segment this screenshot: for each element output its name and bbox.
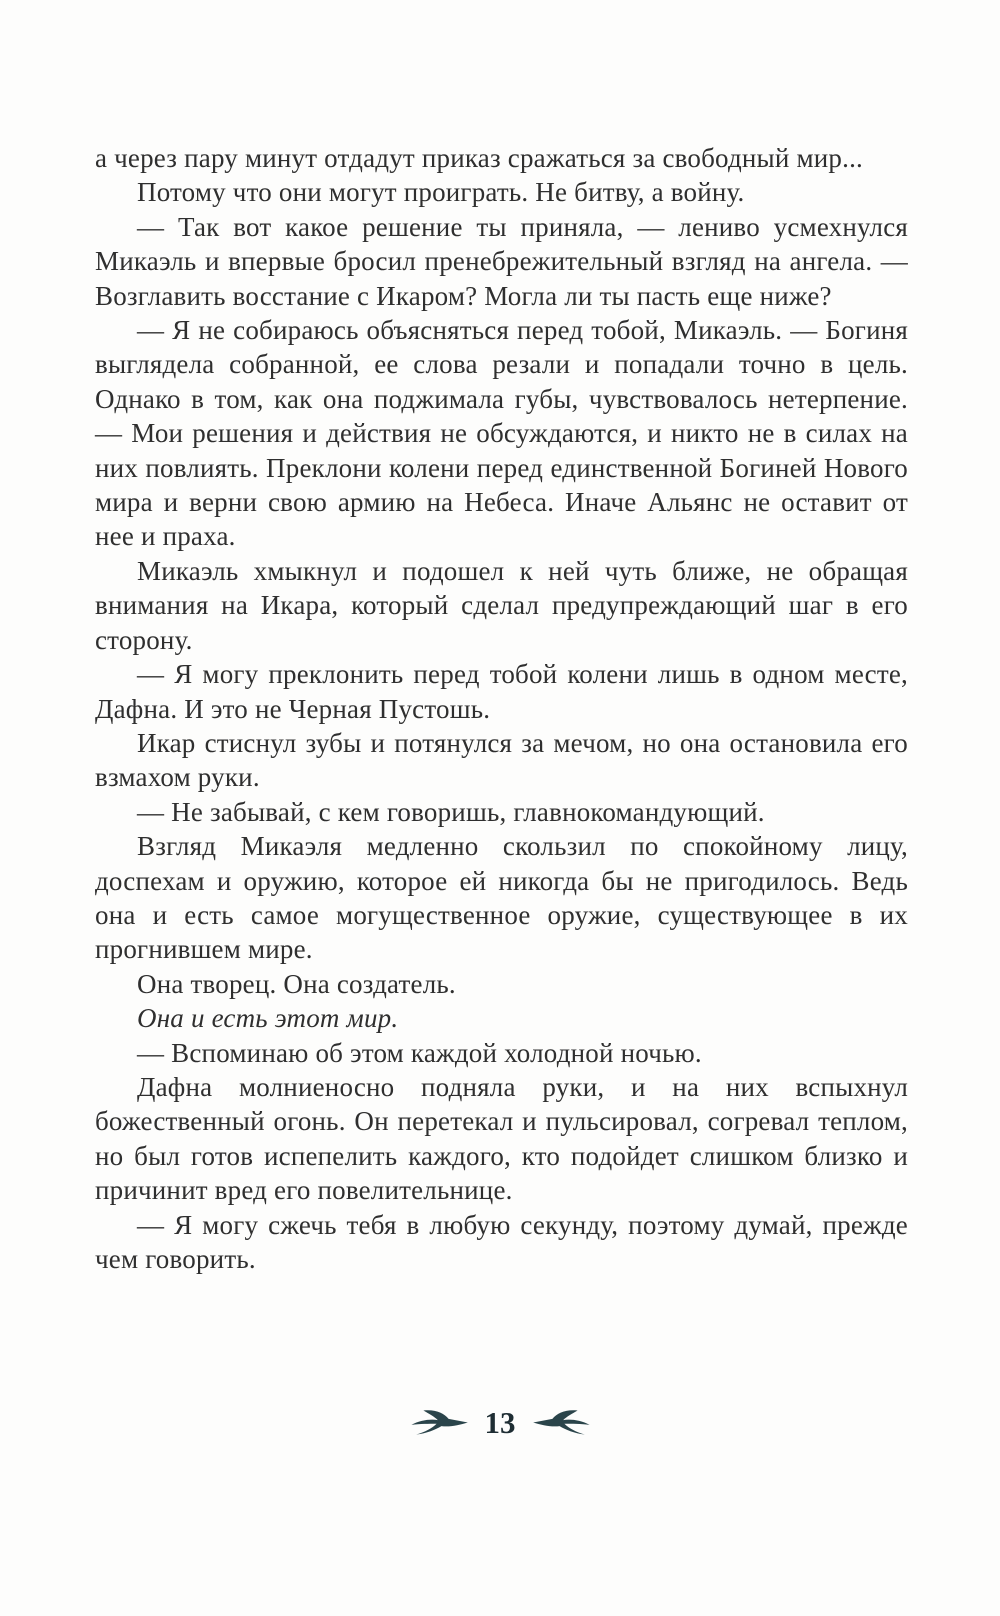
page-number: 13	[484, 1404, 516, 1440]
bird-ornament-right-icon	[532, 1409, 592, 1436]
paragraph: Микаэль хмыкнул и подошел к ней чуть ближе, не обращая внимания на Икара, который сделал предупреждающий шаг в его сторону.	[95, 555, 908, 655]
paragraph: Дафна молниеносно подняла руки, и на них вспыхнул божественный огонь. Он перетекал и пульсировал, согревал теплом, но был готов испепелить каждого, кто подойдет слишком близко и причинит вред его повелительнице.	[95, 1071, 908, 1206]
paragraph: Взгляд Микаэля медленно скользил по спокойному лицу, доспехам и оружию, которое ей никогда бы не пригодилось. Ведь она и есть самое могущественное оружие, существующее в их прогнившем мире.	[95, 831, 908, 965]
page-footer	[0, 1398, 1000, 1446]
paragraph: — Вспоминаю об этом каждой холодной ночью.	[137, 1037, 702, 1068]
paragraph: — Не забывай, с кем говоришь, главнокомандующий.	[137, 796, 765, 827]
paragraph: Икар стиснул зубы и потянулся за мечом, но она остановила его взмахом руки.	[95, 727, 908, 793]
paragraph: — Я могу преклонить перед тобой колени лишь в одном месте, Дафна. И это не Черная Пустошь.	[95, 659, 908, 724]
text-block	[95, 141, 908, 1276]
bird-ornament-left-icon	[409, 1409, 469, 1436]
paragraph: — Я не собираюсь объясняться перед тобой, Микаэль. — Богиня выглядела собранной, ее слова резали и попадали точно в цель. Однако в том, как она поджимала губы, чувствовалось нетерпение. — Мои решения и действия не обсуждаются, и никто не в силах на них повлиять. Преклони колени перед единственной Богиней Нового мира и верни свою армию на Небеса. Иначе Альянс не оставит от нее и праха.	[95, 315, 908, 552]
paragraph: Она и есть этот мир.	[137, 1003, 399, 1034]
paragraph: Она творец. Она создатель.	[137, 968, 456, 999]
paragraph: Потому что они могут проиграть. Не битву, а войну.	[137, 177, 745, 208]
paragraph: а через пару минут отдадут приказ сражаться за свободный мир...	[95, 143, 863, 173]
paragraph: — Я могу сжечь тебя в любую секунду, поэтому думай, прежде чем говорить.	[95, 1209, 908, 1274]
paragraph: — Так вот какое решение ты приняла, — лениво усмехнулся Микаэль и впервые бросил пренебрежительный взгляд на ангела. — Возглавить восстание с Икаром? Могла ли ты пасть еще ниже?	[95, 211, 908, 311]
